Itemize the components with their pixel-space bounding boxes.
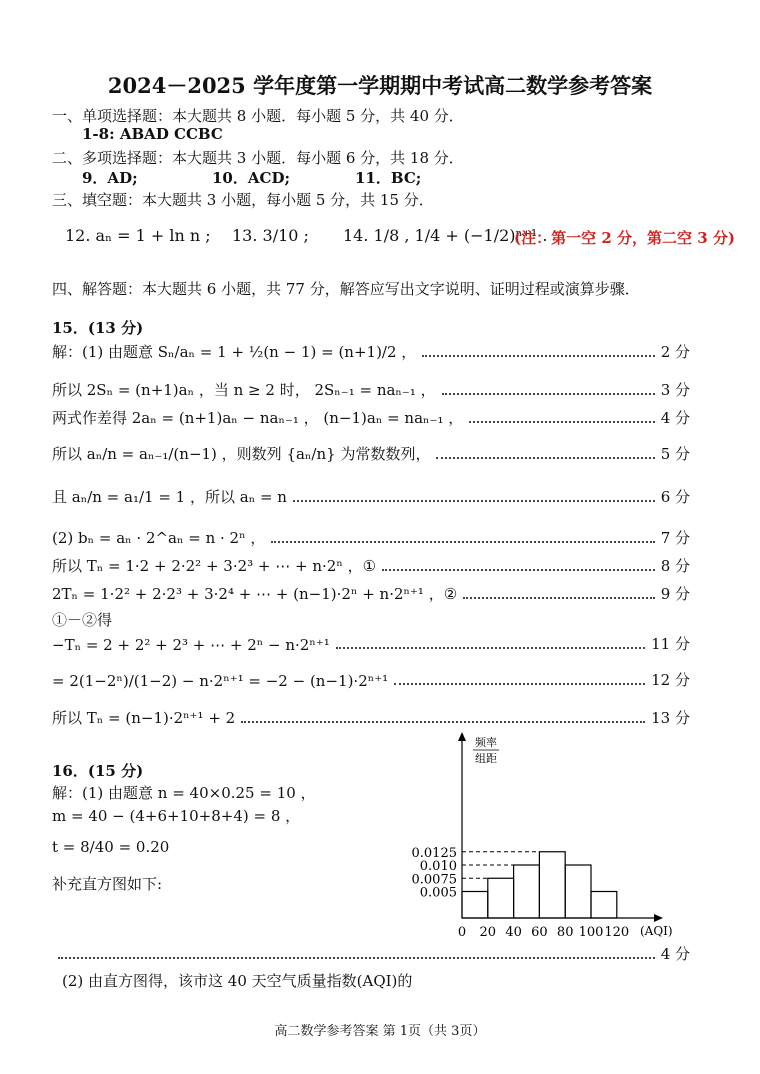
q15-step-line [52,487,690,507]
leader-dots [463,597,655,599]
histogram-bar [514,865,540,918]
y-tick-label: 0.0075 [411,872,457,888]
q15-step-text: 所以 2Sₙ = (n+1)aₙ ，当 n ≥ 2 时， 2Sₙ₋₁ = naₙ₋₁ ， [52,381,436,399]
q16-line-2: m = 40 − (4+6+10+8+4) = 8 ， [52,807,301,825]
answer-14-note: (注：第一空 2 分，第二空 3 分) [514,229,735,247]
q16-heading: 16．(15 分) [52,762,144,780]
q15-step-text: = 2(1−2ⁿ)/(1−2) − n·2ⁿ⁺¹ = −2 − (n−1)·2ⁿ⁺¹ [52,672,389,690]
q15-step-line [52,556,690,576]
q15-step-points: 13 分 [651,709,690,727]
section2-heading: 二、多项选择题：本大题共 3 小题．每小题 6 分，共 18 分． [52,149,464,167]
q15-step-text: 两式作差得 2aₙ = (n+1)aₙ − naₙ₋₁ ， (n−1)aₙ = naₙ₋₁ ， [52,409,464,427]
q15-step-points: 3 分 [660,381,690,399]
q15-step-points: 6 分 [660,488,690,506]
q15-step-line [52,584,690,604]
leader-dots [382,569,655,571]
y-axis-label-bottom: 组距 [475,752,497,765]
x-tick-label: 20 [479,925,497,940]
x-tick-label: 100 [578,925,604,940]
q15-step-line [52,380,690,400]
q15-step-line [52,634,690,654]
q15-heading: 15．(13 分) [52,319,144,337]
q16-line-5: (2) 由直方图得，该市这 40 天空气质量指数(AQI)的 [62,972,413,990]
q15-step-points: 8 分 [660,557,690,575]
answer-11: 11．BC; [355,169,422,187]
histogram-bar [539,852,565,918]
y-tick-label: 0.010 [419,859,457,874]
q16-line-1: 解：(1) 由题意 n = 40×0.25 = 10 ， [52,784,316,802]
q16-line-4: 补充直方图如下: [52,875,163,893]
q15-step-line [52,342,690,362]
leader-dots [394,683,645,685]
x-axis-arrow [654,914,663,922]
x-tick-label: 0 [457,925,467,940]
leader-dots [422,355,654,357]
section1-heading: 一、单项选择题：本大题共 8 小题．每小题 5 分，共 40 分． [52,107,464,125]
q15-step-line [52,408,690,428]
y-tick-label: 0.005 [419,885,457,901]
histogram-bar [565,865,591,918]
y-axis-label-top: 频率 [475,736,497,749]
page-footer: 高二数学参考答案 第 1页（共 3页） [274,1024,486,1039]
q15-step-text: −Tₙ = 2 + 2² + 2³ + ⋯ + 2ⁿ − n·2ⁿ⁺¹ [52,636,330,654]
q15-step-text: 所以 Tₙ = (n−1)·2ⁿ⁺¹ + 2 [52,709,236,727]
leader-dots [442,393,655,395]
q15-step-points: 9 分 [660,585,690,603]
answer-14: 14. 1/8 , 1/4 + (−1/2)ⁿ⁺¹ . [343,226,548,245]
q15-step-text: ①－②得 [52,611,113,629]
leader-dots [469,421,654,423]
q15-step-text: 2Tₙ = 1·2² + 2·2³ + 3·2⁴ + ⋯ + (n−1)·2ⁿ + n·2ⁿ⁺¹ ，② [52,585,458,603]
histogram-bar [591,892,617,919]
answer-10: 10．ACD; [212,169,290,187]
page-title: 2024－2025 学年度第一学期期中考试高二数学参考答案 [107,73,653,98]
q15-step-line [52,670,690,690]
histogram-bar [462,892,488,919]
q15-step-text: 所以 aₙ/n = aₙ₋₁/(n−1) ，则数列 {aₙ/n} 为常数数列， [52,445,431,463]
q16-line-3: t = 8/40 = 0.20 [52,838,170,856]
q15-step-text: (2) bₙ = aₙ · 2^aₙ = n · 2ⁿ ， [52,529,266,547]
q15-step-points: 12 分 [651,671,690,689]
histogram-chart [405,728,690,946]
section4-heading: 四、解答题：本大题共 6 小题，共 77 分，解答应写出文字说明、证明过程或演算步骤． [52,280,640,298]
x-axis-label: (AQI) [640,924,673,938]
leader-dots [241,721,645,723]
answer-12: 12. aₙ = 1 + ln n ; [65,226,211,245]
points-label: 4 分 [660,945,690,963]
x-tick-label: 120 [604,925,630,940]
x-tick-label: 60 [531,925,548,940]
section1-answers: 1-8: ABAD CCBC [82,125,223,143]
q15-step-text: 且 aₙ/n = a₁/1 = 1 ，所以 aₙ = n [52,488,287,506]
q16-points-line [52,944,690,964]
x-tick-label: 80 [556,925,574,940]
q15-step-points: 4 分 [660,409,690,427]
leader-dots [271,541,654,543]
q15-step-line [52,444,690,464]
q15-step-points: 5 分 [660,445,690,463]
y-axis-arrow [458,732,466,741]
q15-step-line [52,708,690,728]
q15-step-line [52,610,690,630]
histogram-bar [488,878,514,918]
x-tick-label: 40 [505,925,522,940]
leader-dots [436,457,654,459]
q15-step-points: 11 分 [651,635,690,653]
leader-dots [336,647,645,649]
answer-13: 13. 3/10 ; [232,226,309,245]
q15-step-text: 解：(1) 由题意 Sₙ/aₙ = 1 + ½(n − 1) = (n+1)/2 ， [52,343,417,361]
leader-dots [293,500,655,502]
y-tick-label: 0.0125 [411,845,457,861]
q15-step-text: 所以 Tₙ = 1·2 + 2·2² + 3·2³ + ⋯ + n·2ⁿ ，① [52,557,377,575]
q15-step-points: 2 分 [660,343,690,361]
answer-9: 9．AD; [82,169,138,187]
q15-step-points: 7 分 [660,529,690,547]
leader-dots [58,957,655,959]
q15-step-line [52,528,690,548]
section3-heading: 三、填空题：本大题共 3 小题，每小题 5 分，共 15 分． [52,191,434,209]
